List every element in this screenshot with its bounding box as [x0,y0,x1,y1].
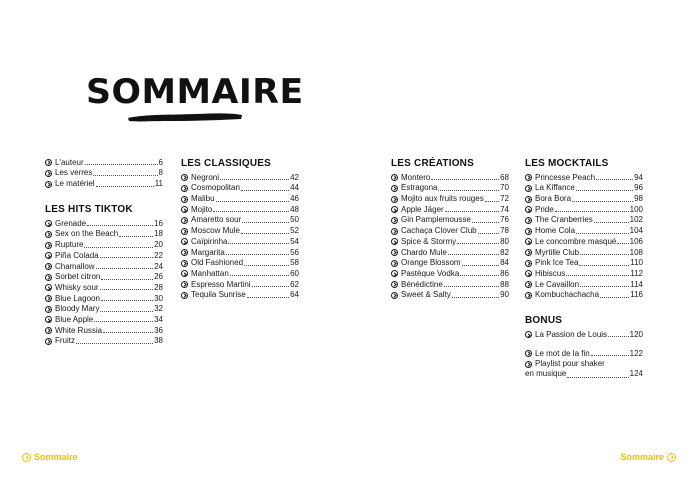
arrow-circle-icon [45,274,52,281]
section-title-classiques: LES CLASSIQUES [181,158,272,169]
arrow-circle-icon [181,185,188,192]
toc-entry[interactable]: Mojito 48 [181,204,299,215]
arrow-circle-icon [525,174,532,181]
toc-entry[interactable]: Blue Apple 34 [45,314,163,325]
arrow-circle-icon [45,316,52,323]
arrow-circle-icon [45,181,52,188]
toc-entry[interactable]: Moscow Mule 52 [181,225,299,236]
toc-entry[interactable]: L'auteur 6 [45,157,163,168]
arrow-circle-icon [391,206,398,213]
toc-entry[interactable]: Fruitz 38 [45,336,163,347]
toc-entry[interactable]: Cosmopolitan 44 [181,183,299,194]
arrow-circle-icon [45,284,52,291]
toc-entry[interactable]: Mojito aux fruits rouges 72 [391,193,509,204]
arrow-circle-icon [181,238,188,245]
arrow-circle-icon [391,196,398,203]
arrow-circle-icon [525,249,532,256]
toc-entry[interactable]: Pink Ice Tea 110 [525,258,643,269]
arrow-circle-icon [45,306,52,313]
toc-entry[interactable]: Blue Lagoon 30 [45,293,163,304]
arrow-circle-icon [391,174,398,181]
toc-entry[interactable]: Kombuchachacha 116 [525,290,643,301]
toc-entry[interactable]: Myrtille Club 108 [525,247,643,258]
column-intro [45,157,163,346]
arrow-circle-icon [525,260,532,267]
brush-underline [126,110,244,124]
arrow-circle-icon [45,159,52,166]
section-title-bonus: BONUS [525,315,563,327]
arrow-circle-icon [181,217,188,224]
section-title-creations: LES CRÉATIONS [391,158,474,169]
toc-entry[interactable]: Tequila Sunrise 64 [181,290,299,301]
arrow-circle-icon [45,295,52,302]
arrow-circle-icon [45,252,52,259]
toc-entry[interactable]: Orange Blossom 84 [391,258,509,269]
column-creations [391,157,509,300]
toc-entry[interactable]: White Russia 36 [45,325,163,336]
toc-entry[interactable]: Bloody Mary 32 [45,304,163,315]
toc-entry[interactable]: Apple Jäger 74 [391,204,509,215]
toc-entry[interactable]: Sex on the Beach 18 [45,229,163,240]
arrow-circle-icon [525,238,532,245]
page-title: SOMMAIRE [86,72,304,112]
toc-entry[interactable]: Le concombre masqué 106 [525,236,643,247]
arrow-circle-icon [525,196,532,203]
toc-entry[interactable]: Le Cavaillon 114 [525,279,643,290]
arrow-circle-icon [181,228,188,235]
toc-entry[interactable]: Home Cola 104 [525,225,643,236]
hits-list [45,218,163,346]
toc-entry[interactable]: Manhattan 60 [181,268,299,279]
arrow-circle-icon [525,361,532,368]
arrow-circle-icon [22,453,31,462]
toc-entry[interactable]: Rupture 20 [45,239,163,250]
toc-entry[interactable]: Playlist pour shaker en musique 124 [525,358,643,379]
footer-sommaire-link-right[interactable]: Sommaire [620,452,676,462]
section-title-mocktails: LES MOCKTAILS [525,158,609,169]
arrow-circle-icon [525,185,532,192]
toc-entry[interactable]: Les verres 8 [45,168,163,179]
arrow-circle-icon [45,263,52,270]
toc-entry[interactable]: Le mot de la fin 122 [525,348,643,359]
arrow-circle-icon [181,292,188,299]
toc-entry[interactable]: The Cranberries 102 [525,215,643,226]
arrow-circle-icon [391,249,398,256]
footer-sommaire-link-left[interactable]: Sommaire [22,452,78,462]
arrow-circle-icon [391,228,398,235]
column-mocktails [525,157,643,380]
toc-entry[interactable]: Piña Colada 22 [45,250,163,261]
toc-entry[interactable]: Spice & Stormy 80 [391,236,509,247]
toc-entry[interactable]: Margarita 56 [181,247,299,258]
arrow-circle-icon [45,242,52,249]
column-classiques [181,157,299,300]
arrow-circle-icon [525,270,532,277]
arrow-circle-icon [45,327,52,334]
toc-entry[interactable]: Le matériel 11 [45,178,163,189]
arrow-circle-icon [181,249,188,256]
toc-entry[interactable]: La Kiffance 96 [525,183,643,194]
arrow-circle-icon [45,170,52,177]
arrow-circle-icon [391,185,398,192]
arrow-circle-icon [181,260,188,267]
arrow-circle-icon [181,206,188,213]
toc-entry[interactable]: Pride 100 [525,204,643,215]
arrow-circle-icon [391,281,398,288]
toc-entry[interactable]: Montero 68 [391,172,509,183]
classiques-list [181,172,299,300]
mocktails-list [525,172,643,300]
toc-entry[interactable]: La Passion de Louis 120 [525,329,643,340]
arrow-circle-icon [525,331,532,338]
arrow-circle-icon [181,196,188,203]
arrow-circle-icon [181,281,188,288]
arrow-circle-icon [525,292,532,299]
arrow-circle-icon [391,260,398,267]
toc-entry[interactable]: Chardo Mule 82 [391,247,509,258]
arrow-circle-icon [181,270,188,277]
arrow-circle-icon [391,270,398,277]
arrow-circle-icon [45,338,52,345]
toc-entry[interactable]: Bénédictine 88 [391,279,509,290]
arrow-circle-icon [525,206,532,213]
toc-entry[interactable]: Sorbet citron 26 [45,272,163,283]
arrow-circle-icon [391,238,398,245]
arrow-circle-icon [525,350,532,357]
toc-entry[interactable]: Whisky sour 28 [45,282,163,293]
toc-entry[interactable]: Malibu 46 [181,193,299,204]
arrow-circle-icon [391,217,398,224]
arrow-circle-icon [45,220,52,227]
toc-entry[interactable]: Caïpirinha 54 [181,236,299,247]
toc-entry[interactable]: Grenade 16 [45,218,163,229]
toc-entry[interactable]: Princesse Peach 94 [525,172,643,183]
toc-entry[interactable]: Gin Pamplemousse 76 [391,215,509,226]
creations-list [391,172,509,300]
arrow-circle-icon [391,292,398,299]
toc-entry[interactable]: Bora Bora 98 [525,193,643,204]
arrow-circle-icon [181,174,188,181]
toc-entry[interactable]: Amaretto sour 50 [181,215,299,226]
toc-entry[interactable]: Hibiscus 112 [525,268,643,279]
toc-entry[interactable]: Estragona 70 [391,183,509,194]
section-title-hits: LES HITS TIKTOK [45,204,133,216]
toc-entry[interactable]: Negroni 42 [181,172,299,183]
toc-entry[interactable]: Sweet & Salty 90 [391,290,509,301]
toc-entry[interactable]: Pastèque Vodka 86 [391,268,509,279]
arrow-circle-icon [525,281,532,288]
arrow-circle-icon [525,217,532,224]
toc-entry[interactable]: Cachaça Clover Club 78 [391,225,509,236]
toc-entry[interactable]: Old Fashioned 58 [181,258,299,269]
toc-entry[interactable]: Chamallow 24 [45,261,163,272]
toc-entry[interactable]: Espresso Martini 62 [181,279,299,290]
arrow-circle-icon [45,231,52,238]
arrow-circle-icon [667,453,676,462]
arrow-circle-icon [525,228,532,235]
